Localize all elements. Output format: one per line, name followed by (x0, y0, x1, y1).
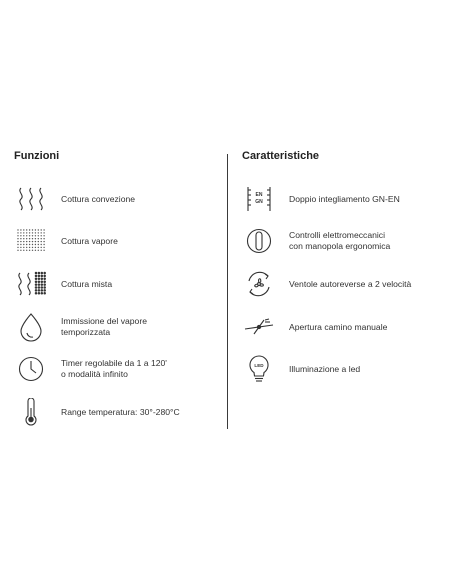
caratteristiche-item-illuminazione (242, 352, 447, 386)
convection-waves-icon (14, 182, 48, 216)
caratteristiche-item-label: Ventole autoreverse a 2 velocità (289, 278, 412, 289)
knob-icon (242, 224, 276, 258)
led-label: LED (254, 363, 264, 368)
thermometer-icon (14, 395, 48, 429)
fan-reverse-icon (242, 267, 276, 301)
caratteristiche-section (242, 150, 447, 374)
chimney-valve-icon (242, 310, 276, 344)
gn-en-label-gn: GN (255, 199, 263, 205)
funzioni-item-timer (14, 352, 219, 386)
funzioni-item-vapore (14, 224, 219, 258)
column-divider (227, 154, 228, 429)
caratteristiche-item-integliamento (242, 182, 447, 216)
led-bulb-icon (242, 352, 276, 386)
funzioni-section (14, 150, 219, 417)
caratteristiche-item-controlli (242, 224, 447, 258)
funzioni-item-vapore-temporizzata (14, 310, 219, 344)
funzioni-item-label: Timer regolabile da 1 a 120' o modalità infinito (61, 358, 167, 379)
funzioni-item-convezione (14, 182, 219, 216)
clock-icon (14, 352, 48, 386)
funzioni-item-label: Cottura vapore (61, 235, 118, 246)
caratteristiche-item-label: Illuminazione a led (289, 363, 361, 374)
funzioni-item-temperatura (14, 395, 219, 429)
steam-dots-icon (14, 224, 48, 258)
funzioni-item-label: Immissione del vapore temporizzata (61, 316, 147, 337)
caratteristiche-item-camino (242, 310, 447, 344)
mixed-cooking-icon (14, 267, 48, 301)
funzioni-item-label: Range temperatura: 30°-280°C (61, 406, 180, 417)
caratteristiche-item-label: Controlli elettromeccanici con manopola ergonomica (289, 230, 391, 251)
caratteristiche-item-label: Doppio integliamento GN-EN (289, 193, 400, 204)
funzioni-heading: Funzioni (14, 150, 60, 162)
funzioni-item-label: Cottura convezione (61, 193, 136, 204)
caratteristiche-heading: Caratteristiche (242, 150, 320, 162)
caratteristiche-item-ventole (242, 267, 447, 301)
gn-en-label-en: EN (255, 192, 263, 198)
caratteristiche-item-label: Apertura camino manuale (289, 321, 388, 332)
gn-en-trays-icon (242, 182, 276, 216)
funzioni-item-label: Cottura mista (61, 278, 113, 289)
funzioni-item-mista (14, 267, 219, 301)
water-drop-icon (14, 310, 48, 344)
